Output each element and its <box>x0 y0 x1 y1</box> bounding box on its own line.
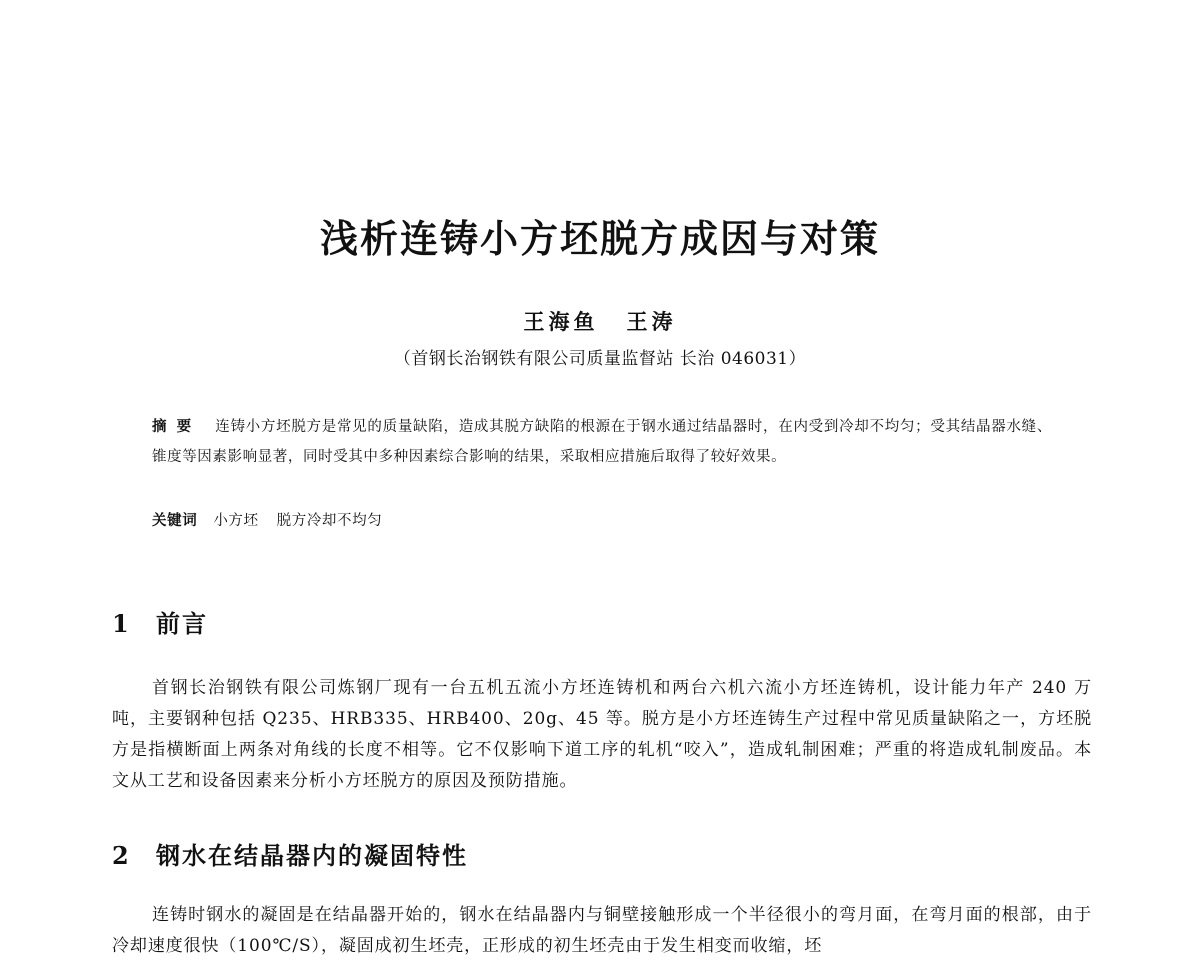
author-list <box>0 306 1200 336</box>
keyword: 小方坯 <box>213 513 259 529</box>
section-paragraph: 首钢长治钢铁有限公司炼钢厂现有一台五机五流小方坯连铸机和两台六机六流小方坯连铸机，设计能力年产 240 万吨，主要钢种包括 Q235、HRB335、HRB400、20g、45 等。脱方是小方坯连铸生产过程中常见质量缺陷之一，方坯脱方是指横断面上两条对角线的长度不相等。它不仅影响下道工序的轧机“咬入”，造成轧制困难；严重的将造成轧制废品。本文从工艺和设备因素来分析小方坯脱方的原因及预防措施。 <box>112 678 1092 791</box>
keyword: 脱方冷却不均匀 <box>276 513 383 529</box>
section-number: 1 <box>112 609 131 638</box>
keywords-label: 关键词 <box>152 512 198 529</box>
keywords-block <box>152 508 1052 534</box>
section-number: 2 <box>112 841 131 870</box>
abstract-label: 摘要 <box>152 418 202 435</box>
author-name: 王涛 <box>626 309 677 334</box>
section-paragraph: 连铸时钢水的凝固是在结晶器开始的，钢水在结晶器内与铜壁接触形成一个半径很小的弯月面，在弯月面的根部，由于冷却速度很快（100℃/S），凝固成初生坯壳，正形成的初生坯壳由于发生相变而收缩，坯 <box>112 905 1092 956</box>
author-name: 王海鱼 <box>523 309 599 334</box>
section-heading-introduction <box>112 604 208 639</box>
author-affiliation: （首钢长治钢铁有限公司质量监督站 长治 046031） <box>393 349 807 369</box>
abstract-text: 连铸小方坯脱方是常见的质量缺陷，造成其脱方缺陷的根源在于钢水通过结晶器时，在内受到冷却不均匀；受其结晶器水缝、锥度等因素影响显著，同时受其中多种因素综合影响的结果，采取相应措施后取得了较好效果。 <box>152 419 1052 465</box>
abstract-block <box>152 412 1052 472</box>
section-heading-solidification <box>112 836 468 871</box>
paper-title: 浅析连铸小方坯脱方成因与对策 <box>319 217 880 261</box>
section-title: 前言 <box>156 610 208 638</box>
section-title: 钢水在结晶器内的凝固特性 <box>156 842 468 870</box>
